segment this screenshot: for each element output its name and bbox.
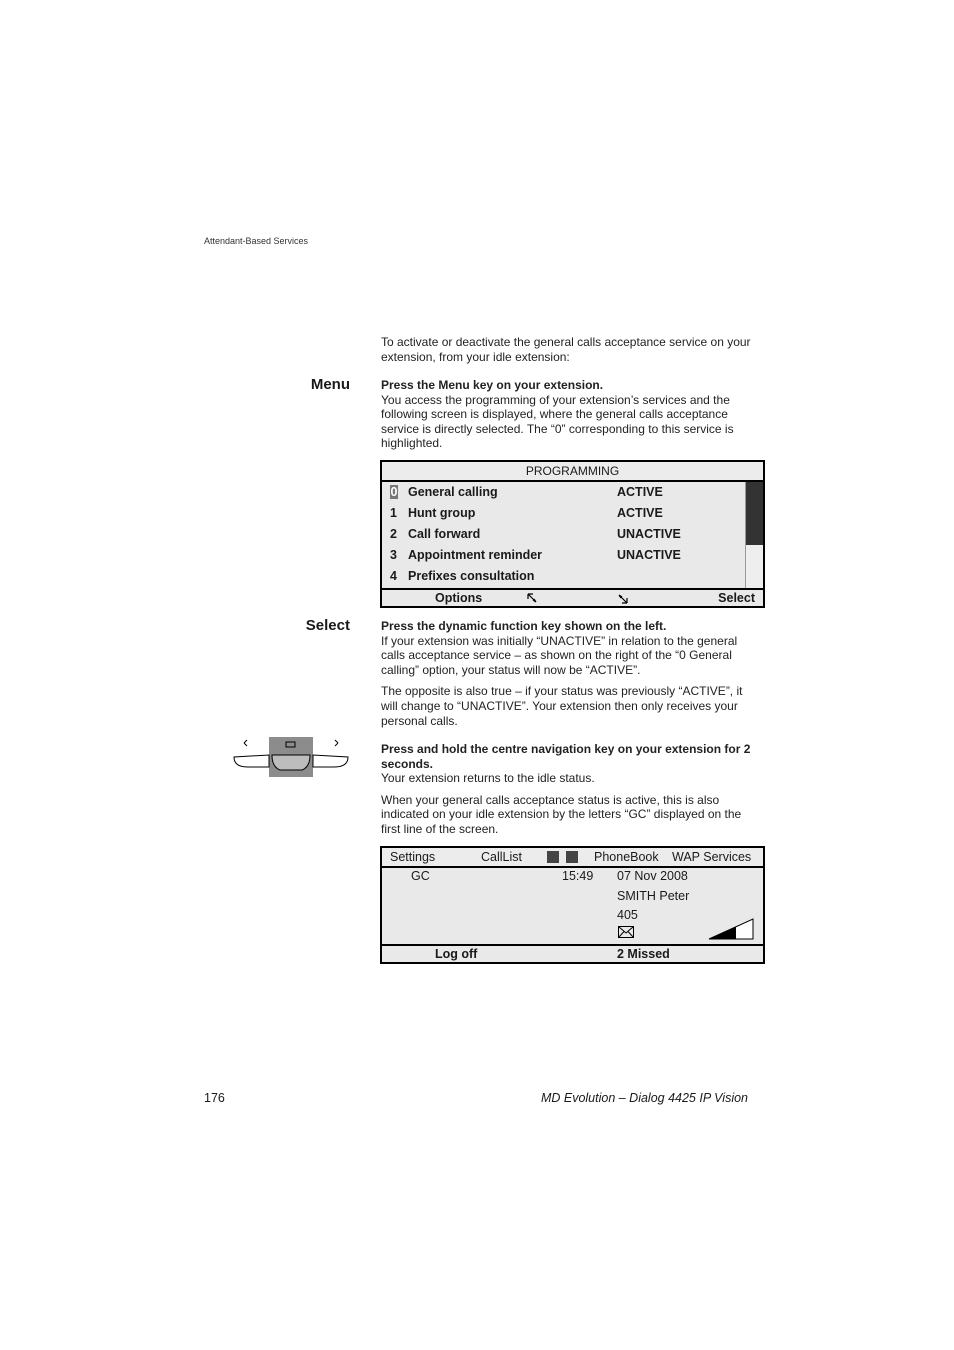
select-instruction: Press the dynamic function key shown on the left.: [381, 619, 667, 633]
idle-screen: [380, 846, 765, 964]
select-description-opposite: The opposite is also true – if your status was previously “ACTIVE”, it will change to “UNACTIVE”. Your extension then only receives your personal calls.: [381, 684, 743, 728]
item-number: 3: [390, 548, 397, 562]
programming-list: [382, 482, 745, 588]
item-name: Appointment reminder: [408, 548, 543, 562]
list-item[interactable]: [382, 503, 745, 524]
envelope-icon: [618, 926, 634, 938]
tab-phonebook[interactable]: PhoneBook: [594, 850, 659, 864]
tab-settings[interactable]: Settings: [390, 850, 436, 864]
nav-instruction: Press and hold the centre navigation key on your extension for 2 seconds.: [381, 742, 751, 771]
navigation-key-illustration: [232, 737, 350, 779]
tab-wap-services[interactable]: WAP Services: [672, 850, 752, 864]
item-number: 2: [390, 527, 397, 541]
softkey-bar: [382, 588, 763, 606]
page-number: 176: [204, 1091, 225, 1105]
select-description: If your extension was initially “UNACTIVE” in relation to the general calls acceptance service – as shown on the right of the “0 General calling” option, your status will now be “ACTIVE”.: [381, 633, 738, 677]
select-softkey[interactable]: Select: [718, 591, 755, 605]
section-header: Attendant-Based Services: [204, 236, 309, 246]
status-square-icon: [547, 851, 559, 863]
options-softkey[interactable]: Options: [435, 591, 483, 605]
gc-description: When your general calls acceptance status is active, this is also indicated on your idle extension by the letters “GC” displayed on the first line of the screen.: [381, 792, 742, 836]
nav-description: Your extension returns to the idle status.: [381, 771, 595, 786]
status-square-icon: [566, 851, 578, 863]
list-item[interactable]: [382, 482, 745, 503]
nav-step-text: [381, 742, 761, 837]
extension-number: 405: [617, 908, 638, 922]
select-step-text: [381, 619, 761, 728]
idle-softkey-bar: [382, 944, 763, 962]
menu-instruction: Press the Menu key on your extension.: [381, 378, 604, 392]
item-name: Call forward: [408, 527, 481, 541]
idle-tab-bar: [382, 848, 763, 868]
item-name: General calling: [408, 485, 498, 499]
arrow-down-right-icon: [617, 593, 629, 605]
idle-content: [382, 868, 763, 944]
scrollbar[interactable]: [745, 482, 763, 588]
user-name: SMITH Peter: [617, 889, 690, 903]
intro-text: To activate or deactivate the general calls acceptance service on your extension, from your idle extension:: [381, 335, 751, 364]
menu-step-text: [381, 378, 761, 451]
item-number: 1: [390, 506, 397, 520]
item-state: UNACTIVE: [617, 527, 681, 541]
item-state: ACTIVE: [617, 506, 663, 520]
list-item[interactable]: [382, 524, 745, 545]
gc-indicator: GC: [411, 869, 430, 883]
list-item[interactable]: [382, 566, 745, 587]
item-number: 4: [390, 569, 397, 583]
document-title: MD Evolution – Dialog 4425 IP Vision: [540, 1091, 748, 1105]
item-name: Prefixes consultation: [408, 569, 535, 583]
missed-calls-softkey[interactable]: 2 Missed: [617, 947, 670, 961]
logoff-softkey[interactable]: Log off: [435, 947, 478, 961]
programming-title: PROGRAMMING: [382, 462, 763, 482]
item-state: UNACTIVE: [617, 548, 681, 562]
scrollbar-thumb[interactable]: [746, 482, 763, 545]
menu-key-label: Menu: [310, 376, 350, 393]
clock: 15:49: [562, 869, 594, 883]
select-key-label: Select: [305, 617, 350, 634]
item-state: ACTIVE: [617, 485, 663, 499]
date: 07 Nov 2008: [617, 869, 688, 883]
navigation-key-icon: [232, 737, 350, 779]
list-item[interactable]: [382, 545, 745, 566]
item-name: Hunt group: [408, 506, 476, 520]
signal-strength-icon: [708, 918, 754, 940]
arrow-up-left-icon: [526, 592, 538, 604]
tab-calllist[interactable]: CallList: [481, 850, 522, 864]
menu-description: You access the programming of your extension’s services and the following screen is displayed, where the general calls acceptance service is directly selected. The “0” corresponding to this service is highlighted.: [381, 392, 734, 451]
item-number-selected: 0: [390, 485, 398, 499]
programming-screen: [380, 460, 765, 608]
